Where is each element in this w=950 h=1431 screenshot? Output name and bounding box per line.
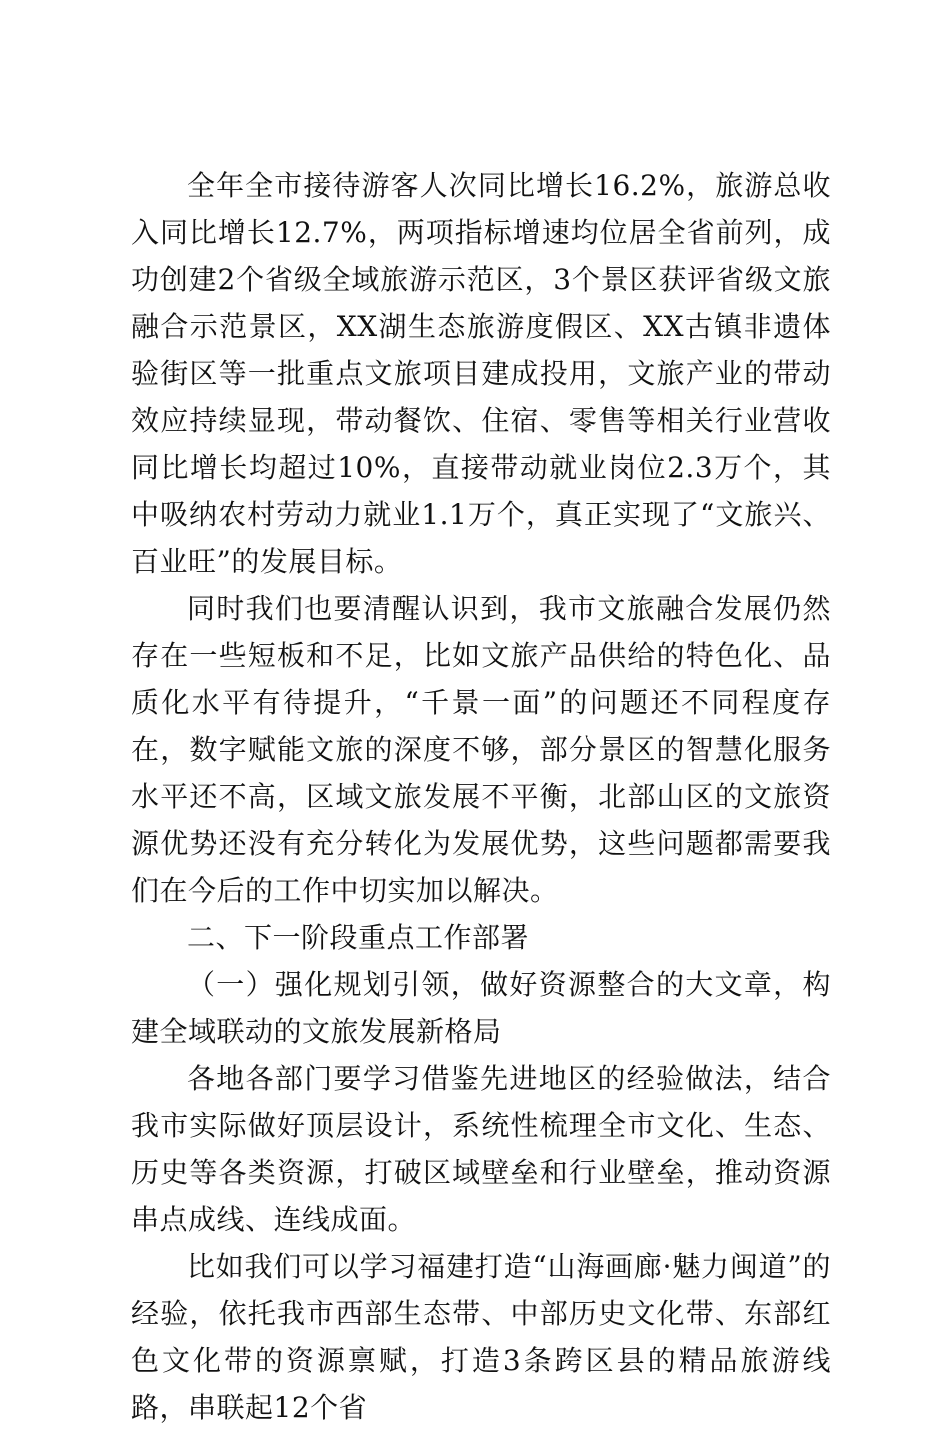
paragraph-resource-integration: 各地各部门要学习借鉴先进地区的经验做法，结合我市实际做好顶层设计，系统性梳理全市文化、生态、历史等各类资源，打破区域壁垒和行业壁垒，推动资源串点成线、连线成面。	[131, 1062, 831, 1236]
paragraph-tourism-results: 全年全市接待游客人次同比增长16.2%，旅游总收入同比增长12.7%，两项指标增速均位居全省前列，成功创建2个省级全域旅游示范区，3个景区获评省级文旅融合示范景区，XX湖生态旅游度假区、XX古镇非遗体验街区等一批重点文旅项目建成投用，文旅产业的带动效应持续显现，带动餐饮、住宿、零售等相关行业营收同比增长均超过10%，直接带动就业岗位2.3万个，其中吸纳农村劳动力就业1.1万个，真正实现了“文旅兴、百业旺”的发展目标。	[131, 169, 831, 578]
document-body	[131, 162, 831, 1431]
paragraph-shortcomings: 同时我们也要清醒认识到，我市文旅融合发展仍然存在一些短板和不足，比如文旅产品供给的特色化、品质化水平有待提升，“千景一面”的问题还不同程度存在，数字赋能文旅的深度不够，部分景区的智慧化服务水平还不高，区域文旅发展不平衡，北部山区的文旅资源优势还没有充分转化为发展优势，这些问题都需要我们在今后的工作中切实加以解决。	[131, 592, 831, 907]
section-heading-next-stage: 二、下一阶段重点工作部署	[187, 921, 530, 954]
paragraph-fujian-example: 比如我们可以学习福建打造“山海画廊·魅力闽道”的经验，依托我市西部生态带、中部历史文化带、东部红色文化带的资源禀赋，打造3条跨区县的精品旅游线路，串联起12个省	[131, 1250, 831, 1424]
subsection-heading-planning: （一）强化规划引领，做好资源整合的大文章，构建全域联动的文旅发展新格局	[131, 968, 831, 1048]
